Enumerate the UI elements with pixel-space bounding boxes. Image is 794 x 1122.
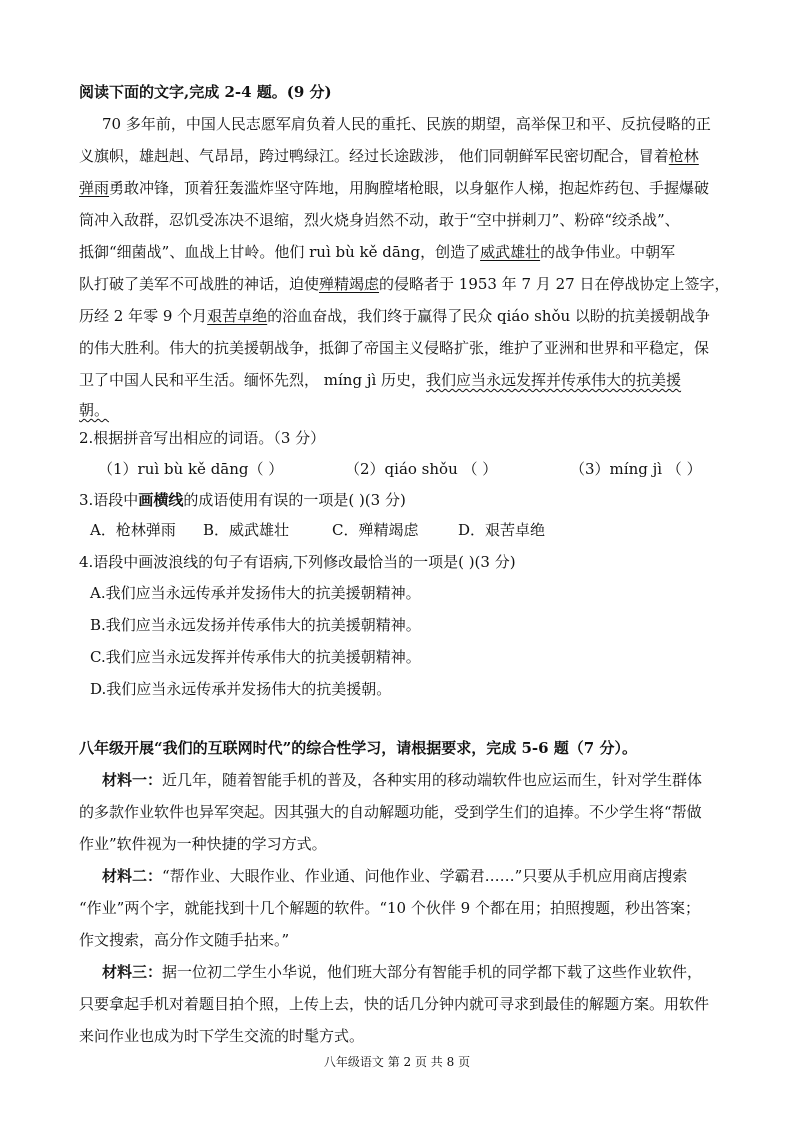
passage-line: 筒冲入敌群，忍饥受冻决不退缩，烈火烧身岿然不动，敢于“空中拼刺刀”、粉碎“绞杀战”、	[79, 211, 680, 229]
underlined-idiom: 威武雄壮	[480, 243, 541, 261]
passage-text: 义旗帜，雄赳赳、气昂昂，跨过鸭绿江。经过长途跋涉， 他们同朝鲜军民密切配合，冒着	[79, 147, 669, 165]
passage-text: 卫了中国人民和平生活。缅怀先烈， míng jì 历史，	[79, 371, 427, 389]
passage-line	[79, 242, 675, 262]
q4-option-a: A.我们应当永远传承并发扬伟大的抗美援朝精神。	[90, 584, 421, 602]
material-3-line: 来问作业也成为时下学生交流的时髦方式。	[79, 1027, 365, 1045]
passage-text: 的浴血奋战，我们终于赢得了民众 qiáo shǒu 以盼的抗美援朝战争	[267, 307, 710, 325]
section1-heading: 阅读下面的文字,完成 2-4 题。(9 分)	[79, 83, 332, 101]
material-1-label: 材料一：	[102, 771, 163, 789]
q3-option-a: A．枪林弹雨	[90, 521, 176, 539]
passage-text: 勇敢冲锋，顶着狂轰滥炸坚守阵地，用胸膛堵枪眼，以身躯作人梯，抱起炸药包、手握爆破	[109, 179, 710, 197]
passage-line: 的伟大胜利。伟大的抗美援朝战争，抵御了帝国主义侵略扩张，维护了亚洲和世界和平稳定，保	[79, 339, 710, 357]
underlined-idiom: 弹雨	[79, 179, 110, 197]
wavy-underlined-sentence: 朝。	[79, 401, 110, 419]
passage-line	[79, 400, 109, 420]
passage-line: 70 多年前，中国人民志愿军肩负着人民的重托、民族的期望，高举保卫和平、反抗侵略的正	[102, 115, 711, 133]
passage-text: 历经 2 年零 9 个月	[79, 307, 208, 325]
material-2-line	[102, 866, 687, 886]
q4-option-d: D.我们应当永远传承并发扬伟大的抗美援朝。	[90, 680, 392, 698]
material-2-line: 作文搜索，高分作文随手拈来。”	[79, 931, 290, 949]
underlined-idiom: 艰苦卓绝	[207, 307, 268, 325]
passage-line	[79, 370, 681, 390]
q3-stem-text: 3.语段中	[79, 491, 139, 509]
passage-text: 的侵略者于 1953 年 7 月 27 日在停战协定上签字，	[379, 275, 730, 293]
material-2-line: “作业”两个字，就能找到十几个解题的软件。“10 个伙伴 9 个都在用；拍照搜题，秒出答案；	[79, 899, 700, 917]
material-1-line	[102, 770, 702, 790]
page-footer: 八年级语文 第 2 页 共 8 页	[323, 1055, 471, 1069]
material-text: 据一位初二学生小华说，他们班大部分有智能手机的同学都下载了这些作业软件，	[162, 963, 703, 981]
q3-stem-text: 的成语使用有误的一项是( )(3 分)	[183, 491, 406, 509]
underlined-idiom: 枪林	[668, 147, 699, 165]
q2-item-1: （1）ruì bù kě dāng（ ）	[98, 460, 284, 478]
material-3-line: 只要拿起手机对着题目拍个照，上传上去，快的话几分钟内就可寻求到最佳的解题方案。用软件	[79, 995, 710, 1013]
passage-line	[79, 274, 729, 294]
material-2-label: 材料二：	[102, 867, 163, 885]
passage-line	[79, 146, 699, 166]
q2-item-2: （2）qiáo shǒu （ ）	[345, 460, 498, 478]
passage-text: 抵御“细菌战”、血战上甘岭。他们 ruì bù kě dāng，创造了	[79, 243, 481, 261]
q3-stem	[79, 490, 406, 510]
material-3-label: 材料三：	[102, 963, 163, 981]
wavy-underlined-sentence: 我们应当永远发挥并传承伟大的抗美援	[426, 371, 682, 389]
material-1-line: 作业”软件视为一种快捷的学习方式。	[79, 835, 327, 853]
q3-stem-bold: 画横线	[138, 491, 184, 509]
section2-heading: 八年级开展“我们的互联网时代”的综合性学习，请根据要求，完成 5-6 题（7 分）。	[79, 739, 637, 757]
material-text: “帮作业、大眼作业、作业通、问他作业、学霸君……”只要从手机应用商店搜索	[162, 867, 688, 885]
q3-option-b: B．威武雄壮	[203, 521, 290, 539]
passage-line	[79, 306, 710, 326]
q2-stem: 2.根据拼音写出相应的词语。（3 分）	[79, 429, 326, 447]
q3-option-c: C．殚精竭虑	[332, 521, 419, 539]
q4-option-c: C.我们应当永远发挥并传承伟大的抗美援朝精神。	[90, 648, 421, 666]
material-3-line	[102, 962, 702, 982]
material-text: 近几年，随着智能手机的普及，各种实用的移动端软件也应运而生，针对学生群体	[162, 771, 703, 789]
q3-option-d: D．艰苦卓绝	[458, 521, 546, 539]
material-1-line: 的多款作业软件也异军突起。因其强大的自动解题功能，受到学生们的追捧。不少学生将“帮做	[79, 803, 702, 821]
q2-item-3: （3）míng jì （ ）	[570, 460, 702, 478]
passage-line	[79, 178, 709, 198]
q4-stem: 4.语段中画波浪线的句子有语病,下列修改最恰当的一项是( )(3 分)	[79, 553, 516, 571]
q4-option-b: B.我们应当永远发扬并传承伟大的抗美援朝精神。	[90, 616, 421, 634]
underlined-idiom: 殚精竭虑	[319, 275, 380, 293]
passage-text: 队打破了美军不可战胜的神话，迫使	[79, 275, 320, 293]
passage-text: 的战争伟业。中朝军	[540, 243, 676, 261]
